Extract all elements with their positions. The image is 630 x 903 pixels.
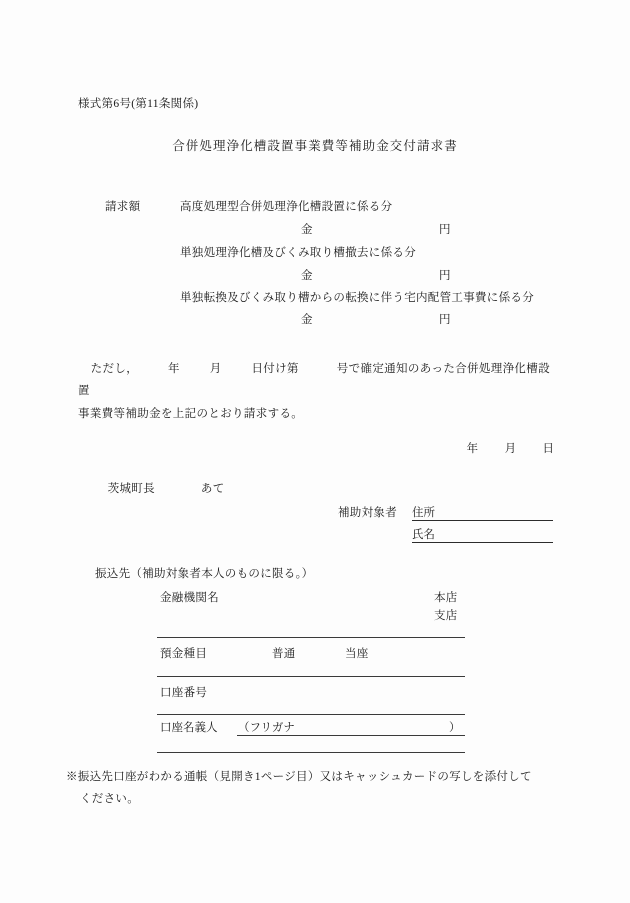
furigana-open-paren: （フリガナ [238,722,295,734]
claim-amount-row-2 [0,268,630,284]
body-line-2: 事業費等補助金を上記のとおり請求する。 [78,407,304,420]
footnote [66,766,566,811]
form-number: 様式第6号(第11条関係) [78,98,199,110]
yen-unit-1: 円 [439,224,451,236]
claim-item-description-3: 単独転換及びくみ取り槽からの転換に伴う宅内配管工事費に係る分 [180,292,534,304]
body-number-clause: 号で確定通知のあった合併処理浄化槽設置 [78,363,550,398]
claim-amount-label: 請求額 [105,201,141,213]
claim-item-description-2: 単独処理浄化槽及びくみ取り槽撤去に係る分 [180,247,416,259]
date-day: 日 [542,442,554,455]
date-year: 年 [466,442,479,455]
recipient-label: 補助対象者 [338,507,397,519]
claim-amount-row-1 [0,222,630,238]
recipient-name-label: 氏名 [412,527,437,545]
bank-name-label: 金融機関名 [160,592,219,604]
yen-mark-3: 金 [301,314,313,326]
head-office-label: 本店 [434,592,458,604]
account-type-label: 預金種目 [160,648,208,660]
yen-mark-2: 金 [301,270,313,282]
table-rule-3 [157,714,465,715]
recipient-address-input[interactable] [412,520,553,521]
table-rule-2 [157,676,465,677]
yen-unit-2: 円 [439,270,451,282]
claim-amount-row-3 [0,312,630,328]
body-prefix: ただし， [90,363,139,375]
body-day-clause: 日付け第 [251,363,299,375]
transfer-section-title: 振込先（補助対象者本人のものに限る。） [95,568,314,580]
yen-unit-3: 円 [439,314,451,326]
table-rule-bottom [157,752,465,753]
body-paragraph [78,358,556,425]
account-holder-label: 口座名義人 [160,722,218,734]
body-month: 月 [209,363,222,375]
recipient-address-label: 住所 [412,505,437,523]
table-rule-top [157,637,465,638]
body-year: 年 [167,363,180,375]
footnote-line-2: ください。 [80,793,139,806]
yen-mark-1: 金 [301,224,313,236]
account-number-label: 口座番号 [160,687,208,699]
addressee-title: 茨城町長 [107,482,155,495]
footnote-line-1: ※振込先口座がわかる通帳（見開き1ページ目）又はキャッシュカードの写しを添付して [66,771,532,783]
addressee-honorific: あて [200,482,225,495]
claim-item-description-1: 高度処理型合併処理浄化槽設置に係る分 [180,201,393,213]
account-holder-row [160,720,465,738]
furigana-close-paren: ） [449,722,461,734]
branch-office-label: 支店 [434,610,458,622]
furigana-input[interactable] [237,735,465,736]
recipient-name-input[interactable] [412,542,553,543]
account-type-option-futsuu[interactable]: 普通 [272,648,296,660]
date-month: 月 [504,442,517,455]
addressee-line [95,463,225,516]
account-type-option-touza[interactable]: 当座 [345,648,369,660]
document-title: 合併処理浄化槽設置事業費等補助金交付請求書 [172,139,458,153]
